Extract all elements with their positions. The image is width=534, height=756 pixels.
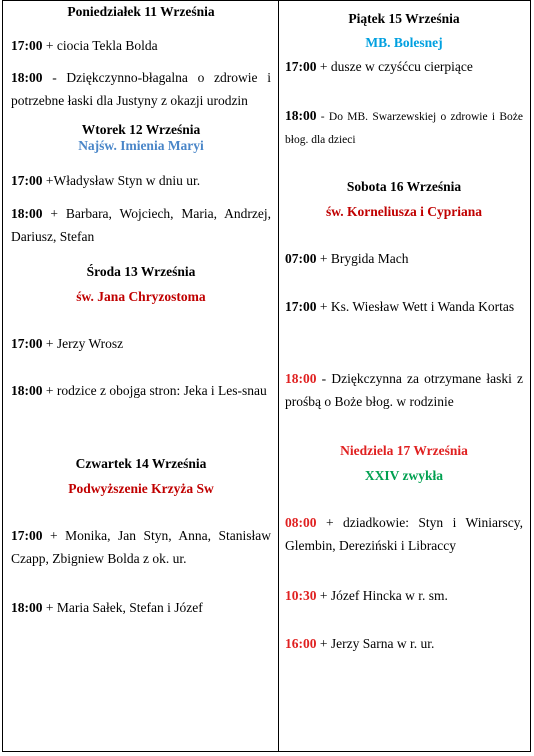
- mass-time: 18:00: [285, 371, 317, 386]
- mass-time: 08:00: [285, 515, 317, 530]
- mass-entry: [11, 169, 271, 192]
- feast-name-tuesday: Najśw. Imienia Maryi: [78, 138, 204, 153]
- mass-time: 07:00: [285, 251, 317, 266]
- mass-time: 10:30: [285, 588, 317, 603]
- mass-entry: [11, 596, 271, 619]
- mass-time: 17:00: [285, 59, 317, 74]
- day-heading-thursday: Czwartek 14 Września: [75, 456, 207, 471]
- mass-intention: + Monika, Jan Styn, Anna, Stanisław Czapp, Zbigniew Bolda z ok. ur.: [11, 528, 271, 566]
- mass-time: 18:00: [11, 70, 43, 85]
- mass-intention: + dusze w czyśćcu cierpiące: [316, 59, 473, 74]
- mass-time: 18:00: [11, 600, 43, 615]
- mass-intention: + ciocia Tekla Bolda: [42, 38, 158, 53]
- mass-time: 17:00: [11, 173, 43, 188]
- mass-entry: [285, 632, 523, 655]
- mass-intention: + Jerzy Wrosz: [42, 336, 124, 351]
- feast-name-friday: MB. Bolesnej: [365, 35, 443, 50]
- mass-entry: [11, 379, 271, 402]
- feast-name-wednesday: św. Jana Chryzostoma: [76, 289, 206, 304]
- mass-intention: + Brygida Mach: [316, 251, 409, 266]
- day-heading-friday: Piątek 15 Września: [348, 11, 460, 26]
- mass-entry: [285, 247, 523, 270]
- mass-entry: [11, 34, 271, 57]
- mass-intention: +Władysław Styn w dniu ur.: [42, 173, 201, 188]
- mass-entry: [285, 295, 523, 318]
- mass-time: 16:00: [285, 636, 317, 651]
- feast-name-saturday: św. Korneliusza i Cypriana: [325, 204, 482, 219]
- day-heading-wednesday: Środa 13 Września: [86, 264, 196, 279]
- mass-time: 17:00: [285, 299, 317, 314]
- mass-entry: [285, 55, 523, 78]
- feast-name-thursday: Podwyższenie Krzyża Sw: [68, 481, 214, 496]
- mass-intention: - Dziękczynna za otrzymane łaski z prośbą o Boże błog. w rodzinie: [285, 371, 523, 409]
- mass-time: 18:00: [285, 108, 317, 123]
- mass-entry: [285, 367, 523, 413]
- mass-entry: [285, 104, 523, 152]
- day-heading-saturday: Sobota 16 Września: [346, 179, 462, 194]
- mass-intention: + Jerzy Sarna w r. ur.: [316, 636, 435, 651]
- mass-intention: + dziadkowie: Styn i Winiarscy, Glembin, Dereziński i Libraccy: [285, 515, 523, 553]
- mass-intention: + Barbara, Wojciech, Maria, Andrzej, Dariusz, Stefan: [11, 206, 271, 244]
- mass-intention: + Maria Sałek, Stefan i Józef: [42, 600, 203, 615]
- mass-time: 17:00: [11, 336, 43, 351]
- mass-time: 17:00: [11, 38, 43, 53]
- mass-time: 18:00: [11, 383, 43, 398]
- feast-name-sunday: XXIV zwykła: [364, 468, 444, 483]
- mass-entry: [11, 524, 271, 570]
- mass-intention: + Józef Hincka w r. sm.: [316, 588, 448, 603]
- mass-entry: [11, 202, 271, 248]
- day-heading-monday: Poniedziałek 11 Września: [67, 4, 215, 19]
- day-heading-sunday: Niedziela 17 Września: [340, 443, 468, 458]
- mass-entry: [11, 332, 271, 355]
- mass-intention: + rodzice z obojga stron: Jeka i Les-snau: [42, 383, 267, 398]
- mass-entry: [11, 66, 271, 112]
- column-divider: [278, 0, 279, 752]
- mass-intention: - Do MB. Swarzewskiej o zdrowie i Boże błog. dla dzieci: [285, 111, 523, 146]
- mass-entry: [285, 511, 523, 557]
- mass-entry: [285, 584, 523, 607]
- day-heading-tuesday: Wtorek 12 Września: [81, 122, 201, 137]
- mass-intention: + Ks. Wiesław Wett i Wanda Kortas: [316, 299, 515, 314]
- mass-time: 18:00: [11, 206, 43, 221]
- mass-time: 17:00: [11, 528, 43, 543]
- mass-intention: - Dziękczynno-błagalna o zdrowie i potrzebne łaski dla Justyny z okazji urodzin: [11, 70, 271, 108]
